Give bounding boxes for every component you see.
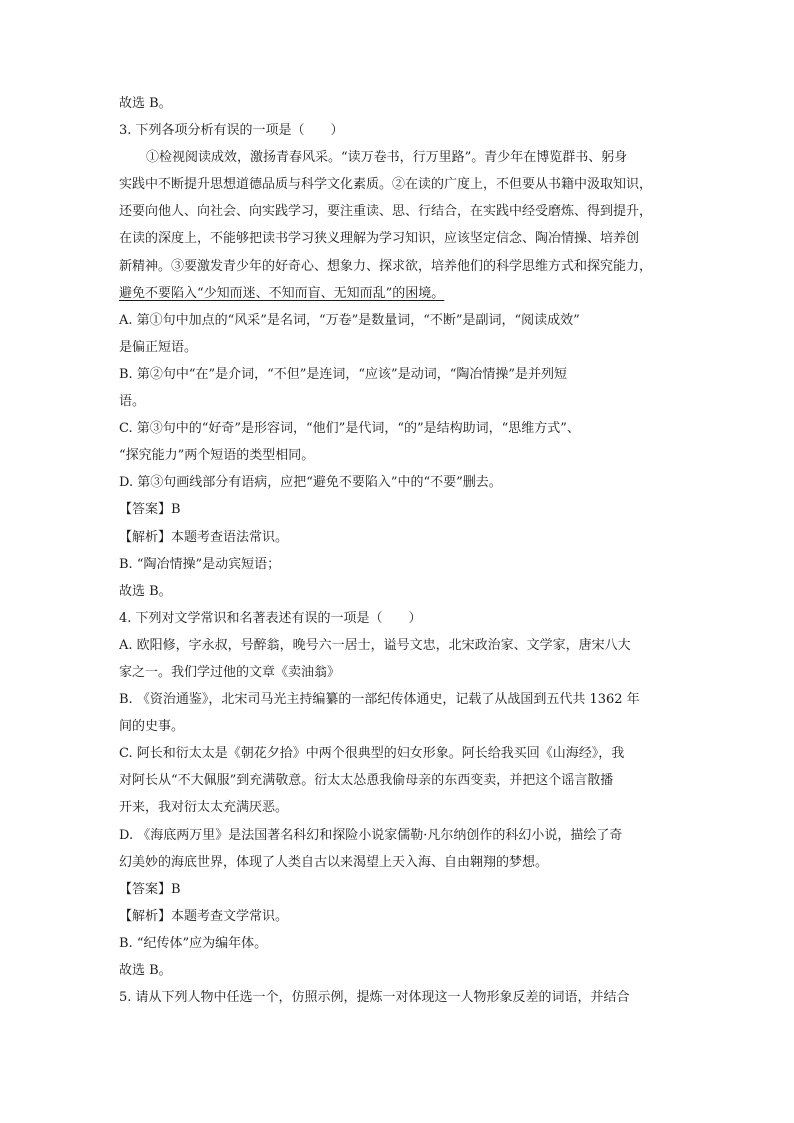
- question-5-stem: 5. 请从下列人物中任选一个，仿照示例，提炼一对体现这一人物形象反差的词语，并结合: [119, 990, 630, 1006]
- option-d-cont: 幻美妙的海底世界，体现了人类自古以来渴望上天入海、自由翱翔的梦想。: [119, 854, 549, 870]
- conclusion-line: 故选 B。: [119, 963, 172, 978]
- question-4-stem: 4. 下列对文学常识和名著表述有误的一项是（ ）: [119, 610, 422, 626]
- passage-line: 在读的深度上，不能够把读书学习狭义理解为学习知识，应该坚定信念、陶冶情操、培养创: [119, 231, 640, 247]
- option-b-cont: 语。: [119, 394, 146, 410]
- option-c-cont: 对阿长从“不大佩服”到充满敬意。衍太太怂恿我偷母亲的东西变卖，并把这个谣言散播: [119, 773, 614, 789]
- option-a: A. 第①句中加点的“风采”是名词，“万卷”是数量词，“不断”是副词，“阅读成效”: [119, 312, 580, 328]
- answer-line: 【答案】B: [119, 881, 181, 897]
- document-page: [119, 90, 679, 1011]
- option-b: B. 《资治通鉴》，北宋司马光主持编纂的一部纪传体通史，记载了从战国到五代共 1362 年: [119, 692, 640, 708]
- passage-line: 新精神。③要激发青少年的好奇心、想象力、探求欲，培养他们的科学思维方式和探究能力，: [119, 258, 653, 274]
- passage-line: ①检视阅读成效，激扬青春风采。“读万卷书，行万里路”。青少年在博览群书、躬身: [146, 150, 628, 166]
- option-c-cont: “探究能力”两个短语的类型相同。: [119, 448, 315, 464]
- analysis-detail: B. “陶冶情操”是动宾短语；: [119, 556, 281, 572]
- passage-line: 还要向他人、向社会、向实践学习，要注重读、思、行结合，在实践中经受磨炼、得到提升，: [119, 204, 653, 220]
- option-d: D. 《海底两万里》是法国著名科幻和探险小说家儒勒·凡尔纳创作的科幻小说，描绘了奇: [119, 827, 623, 843]
- analysis-detail: B. “纪传体”应为编年体。: [119, 935, 268, 951]
- answer-line: 【答案】B: [119, 502, 181, 518]
- text-line: 故选 B。: [119, 96, 172, 111]
- option-c-cont: 开来，我对衍太太充满厌恶。: [119, 800, 289, 816]
- underlined-sentence: 避免不要陷入“少知而迷、不知而盲、无知而乱”的困境。: [119, 285, 445, 301]
- analysis-line: 【解析】本题考查文学常识。: [119, 908, 289, 924]
- conclusion-line: 故选 B。: [119, 583, 172, 599]
- passage-line: 实践中不断提升思想道德品质与科学文化素质。②在读的广度上，不但要从书籍中汲取知识，: [119, 177, 653, 193]
- option-c: C. 第③句中的“好奇”是形容词，“他们”是代词，“的”是结构助词，“思维方式”、: [119, 421, 580, 437]
- question-3-stem: 3. 下列各项分析有误的一项是（ ）: [119, 123, 344, 139]
- option-d: D. 第③句画线部分有语病，应把“避免不要陷入”中的“不要”删去。: [119, 475, 502, 491]
- option-a-cont: 是偏正短语。: [119, 339, 198, 355]
- option-a-cont: 家之一。我们学过他的文章《卖油翁》: [119, 664, 341, 680]
- option-b-cont: 间的史事。: [119, 719, 185, 735]
- option-a: A. 欧阳修，字永叔，号醉翁，晚号六一居士，谥号文忠，北宋政治家、文学家，唐宋八大: [119, 637, 631, 653]
- option-c: C. 阿长和衍太太是《朝花夕拾》中两个很典型的妇女形象。阿长给我买回《山海经》，我: [119, 746, 625, 762]
- analysis-line: 【解析】本题考查语法常识。: [119, 529, 289, 545]
- option-b: B. 第②句中“在”是介词，“不但”是连词，“应该”是动词，“陶冶情操”是并列短: [119, 366, 567, 382]
